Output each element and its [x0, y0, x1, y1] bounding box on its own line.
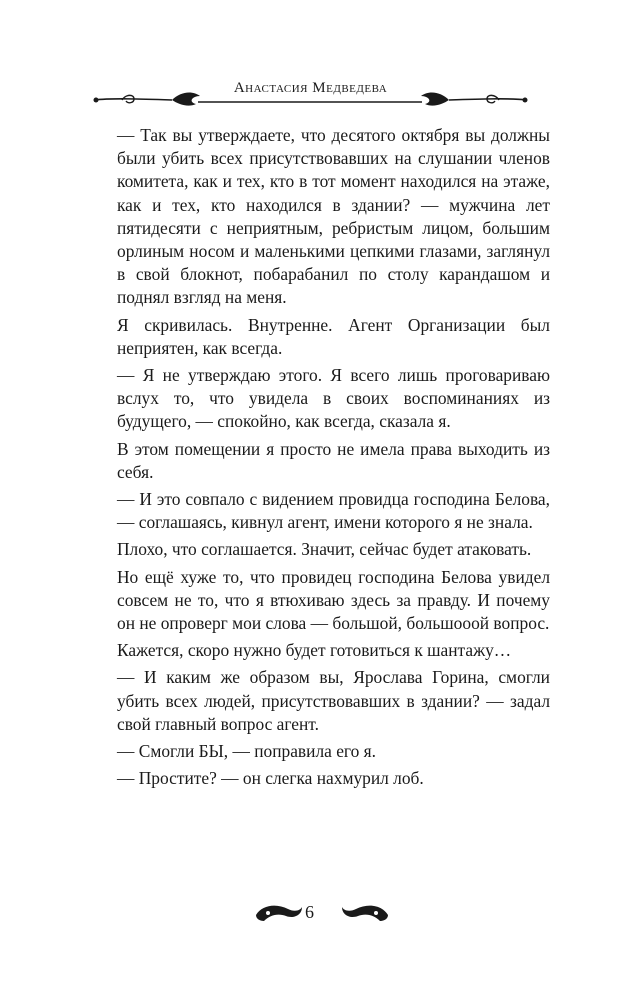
- paragraph: — Я не утверждаю этого. Я всего лишь проговариваю вслух то, что увидела в своих воспоминаниях из будущего, — спокойно, как всегда, сказала я.: [117, 365, 550, 432]
- paragraph: В этом помещении я просто не имела права выходить из себя.: [117, 438, 550, 482]
- paragraph: Но ещё хуже то, что провидец господина Белова увидел совсем не то, что я втюхиваю здесь за правду. И почему он не опроверг мои слова — большой, большооой вопрос.: [117, 566, 550, 634]
- paragraph: — И это совпало с видением провидца господина Белова, — соглашаясь, кивнул агент, имени которого я не знала.: [117, 489, 550, 533]
- running-header: [92, 74, 529, 114]
- paragraph: Кажется, скоро нужно будет готовиться к шантажу…: [117, 640, 512, 661]
- paragraph: Плохо, что соглашается. Значит, сейчас будет атаковать.: [117, 539, 532, 560]
- page-footer: [0, 897, 619, 927]
- paragraph: — Простите? — он слегка нахмурил лоб.: [117, 768, 424, 789]
- footer-ornament-right-icon: [340, 901, 390, 923]
- running-header-author: Анастасия Медведева: [233, 80, 388, 96]
- paragraph: — Смогли БЫ, — поправила его я.: [117, 741, 376, 762]
- page-body: [117, 124, 550, 794]
- paragraph: — И каким же образом вы, Ярослава Горина, смогли убить всех людей, присутствовавших в здании? — задал свой главный вопрос агент.: [117, 667, 550, 734]
- paragraph: — Так вы утверждаете, что десятого октября вы должны были убить всех присутствовавших на слушании членов комитета, как и тех, кто в тот момент находился на этаже, как и тех, кто находился в здании? — мужчина лет пятидесяти с неприятным, ребристым лицом, большим орлиным носом и маленькими цепкими глазами, заглянул в свой блокнот, побарабанил по столу карандашом и поднял взгляд на меня.: [117, 125, 550, 308]
- page-number: 6: [305, 902, 314, 922]
- paragraph: Я скривилась. Внутренне. Агент Организации был неприятен, как всегда.: [117, 314, 550, 358]
